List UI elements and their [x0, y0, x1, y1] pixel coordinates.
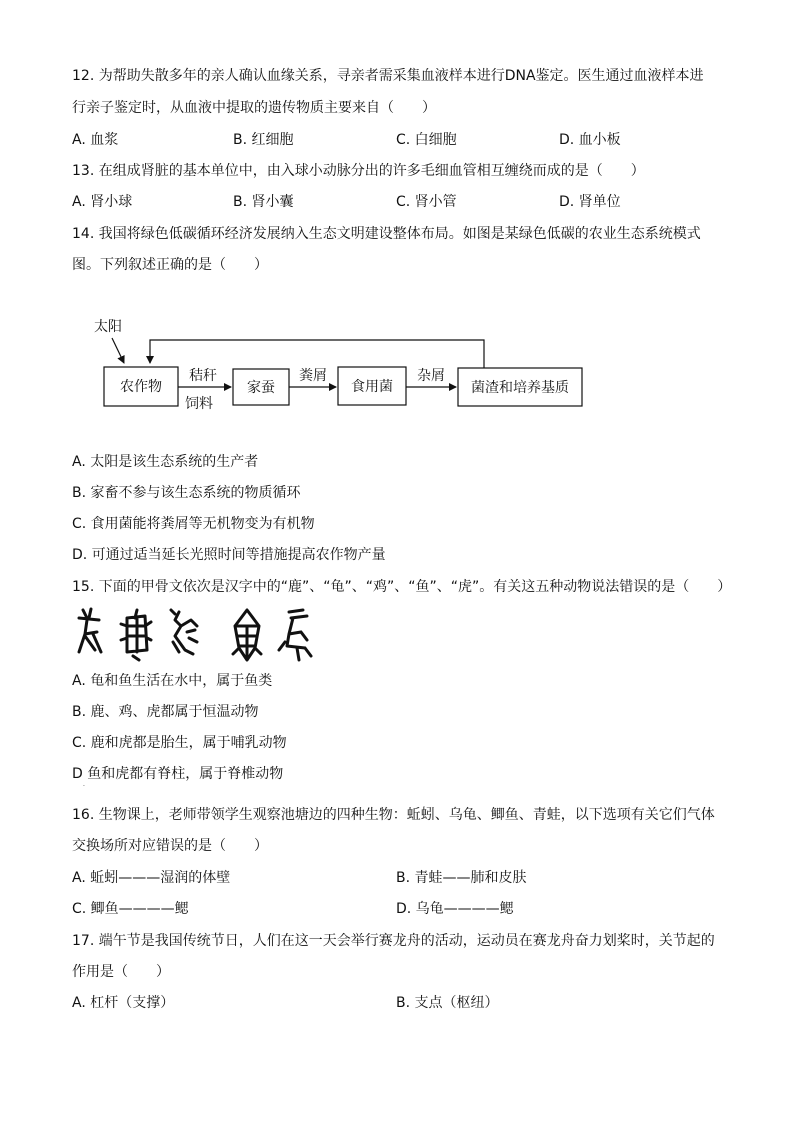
ecosystem-diagram: [80, 310, 600, 415]
q14-option-c: C. 食用菌能将粪屑等无机物变为有机物: [72, 516, 315, 532]
arrow1-bottom-label: 饲料: [185, 396, 213, 412]
q16-options-row1: [72, 869, 722, 887]
q16-stem-line2: 交换场所对应错误的是（ ）: [72, 838, 268, 854]
q15-option-c: C. 鹿和虎都是胎生，属于哺乳动物: [72, 735, 287, 751]
q17-option-a: A. 杠杆（支撑）: [72, 995, 175, 1011]
q13-option-b: B. 肾小囊: [233, 194, 294, 210]
sun-label: 太阳: [94, 319, 122, 335]
tiger-glyph-icon: [279, 610, 311, 660]
q17-options: [72, 994, 722, 1012]
q15-option-a: A. 龟和鱼生活在水中，属于鱼类: [72, 673, 273, 689]
q12-options: [72, 131, 722, 149]
stray-dot: .: [83, 781, 85, 788]
q14-option-d: D. 可通过适当延长光照时间等措施提高农作物产量: [72, 547, 386, 563]
q17-option-b: B. 支点（枢纽）: [396, 995, 499, 1011]
crop-label: 农作物: [120, 379, 162, 395]
q17-stem-line2: 作用是（ ）: [72, 964, 170, 980]
substrate-label: 菌渣和培养基质: [471, 380, 569, 396]
q13-option-d: D. 肾单位: [559, 194, 621, 210]
arrow3-top-label: 杂屑: [417, 368, 445, 384]
q15-stem-line1: 15. 下面的甲骨文依次是汉字中的“鹿”、“龟”、“鸡”、“鱼”、“虎”。有关这五种动物说法错误的是（ ）: [72, 579, 732, 595]
deer-glyph-icon: [79, 609, 101, 652]
silkworm-label: 家蚕: [247, 380, 275, 396]
fish-glyph-icon: [233, 610, 261, 660]
arrow2-top-label: 粪屑: [299, 368, 327, 384]
oracle-bone-glyphs: [75, 606, 315, 662]
turtle-glyph-icon: [121, 610, 151, 660]
q14-option-b: B. 家畜不参与该生态系统的物质循环: [72, 485, 301, 501]
q16-stem-line1: 16. 生物课上，老师带领学生观察池塘边的四种生物：蚯蚓、乌龟、鲫鱼、青蛙，以下选项有关它们气体: [72, 807, 715, 823]
q16-option-a: A. 蚯蚓———湿润的体壁: [72, 870, 231, 886]
mushroom-label: 食用菌: [351, 379, 393, 395]
q13-option-a: A. 肾小球: [72, 194, 133, 210]
q12-stem-line2: 行亲子鉴定时，从血液中提取的遗传物质主要来自（ ）: [72, 100, 436, 116]
q12-option-d: D. 血小板: [559, 132, 621, 148]
q12-stem-line1: 12. 为帮助失散多年的亲人确认血缘关系，寻亲者需采集血液样本进行DNA鉴定。医生通过血液样本进: [72, 68, 704, 84]
q14-stem-line1: 14. 我国将绿色低碳循环经济发展纳入生态文明建设整体布局。如图是某绿色低碳的农业生态系统模式: [72, 226, 701, 242]
q16-option-d: D. 乌龟————鳃: [396, 901, 514, 917]
q14-option-a: A. 太阳是该生态系统的生产者: [72, 454, 259, 470]
q16-option-c: C. 鲫鱼————鳃: [72, 901, 189, 917]
q16-option-b: B. 青蛙——肺和皮肤: [396, 870, 527, 886]
q16-options-row2: [72, 900, 722, 918]
feedback-arrow: [150, 340, 484, 368]
q13-options: [72, 193, 722, 211]
sun-arrow: [112, 338, 124, 363]
q12-option-c: C. 白细胞: [396, 132, 457, 148]
q13-option-c: C. 肾小管: [396, 194, 457, 210]
arrow1-top-label: 秸秆: [189, 368, 217, 384]
q15-option-d: D 鱼和虎都有脊柱，属于脊椎动物: [72, 766, 284, 782]
q17-stem-line1: 17. 端午节是我国传统节日，人们在这一天会举行赛龙舟的活动，运动员在赛龙舟奋力划桨时，关节起的: [72, 933, 715, 949]
q13-stem-line1: 13. 在组成肾脏的基本单位中，由入球小动脉分出的许多毛细血管相互缠绕而成的是（ ）: [72, 163, 645, 179]
rooster-glyph-icon: [171, 610, 197, 654]
q14-stem-line2: 图。下列叙述正确的是（ ）: [72, 257, 268, 273]
q15-option-b: B. 鹿、鸡、虎都属于恒温动物: [72, 704, 259, 720]
q12-option-b: B. 红细胞: [233, 132, 294, 148]
q12-option-a: A. 血浆: [72, 132, 119, 148]
